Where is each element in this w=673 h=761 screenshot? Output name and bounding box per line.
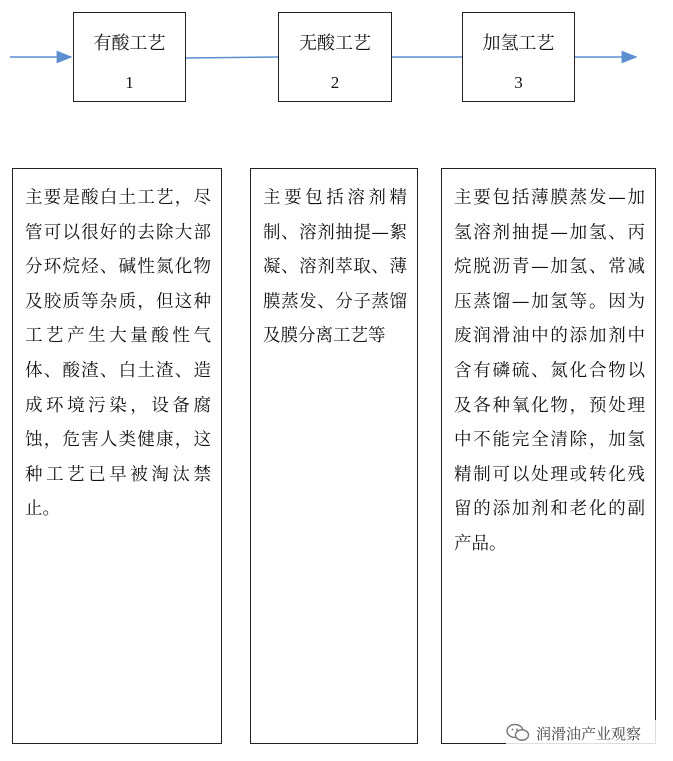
- description-acid-free: 主要包括溶剂精制、溶剂抽提—絮凝、溶剂萃取、薄膜蒸发、分子蒸馏及膜分离工艺等: [250, 168, 418, 744]
- process-name: 有酸工艺: [93, 33, 166, 54]
- description-acid: 主要是酸白土工艺，尽管可以很好的去除大部分环烷烃、碱性氮化物及胶质等杂质，但这种工艺产生大量酸性气体、酸渣、白土渣、造成环境污染，设备腐蚀，危害人类健康，这种工艺已早被淘汰禁止。: [12, 168, 222, 744]
- process-name: 无酸工艺: [299, 33, 371, 54]
- process-box-hydrogenation: [462, 12, 575, 102]
- connector-1-2: [186, 57, 278, 58]
- wechat-watermark: [506, 720, 666, 746]
- process-number: 3: [514, 73, 523, 92]
- watermark-text: 润滑油产业观察: [536, 724, 642, 743]
- process-number: 2: [330, 73, 340, 92]
- process-box-acid: [73, 12, 186, 102]
- process-number: 1: [125, 73, 134, 92]
- process-box-acid-free: [278, 12, 392, 102]
- process-name: 加氢工艺: [482, 33, 555, 54]
- description-hydrogenation: 主要包括薄膜蒸发—加氢溶剂抽提—加氢、丙烷脱沥青—加氢、常减压蒸馏—加氢等。因为废润滑油中的添加剂中含有磷硫、氮化合物以及各种氧化物，预处理中不能完全清除，加氢精制可以处理或转化残留的添加剂和老化的副产品。: [441, 168, 656, 744]
- wechat-icon: [506, 723, 530, 743]
